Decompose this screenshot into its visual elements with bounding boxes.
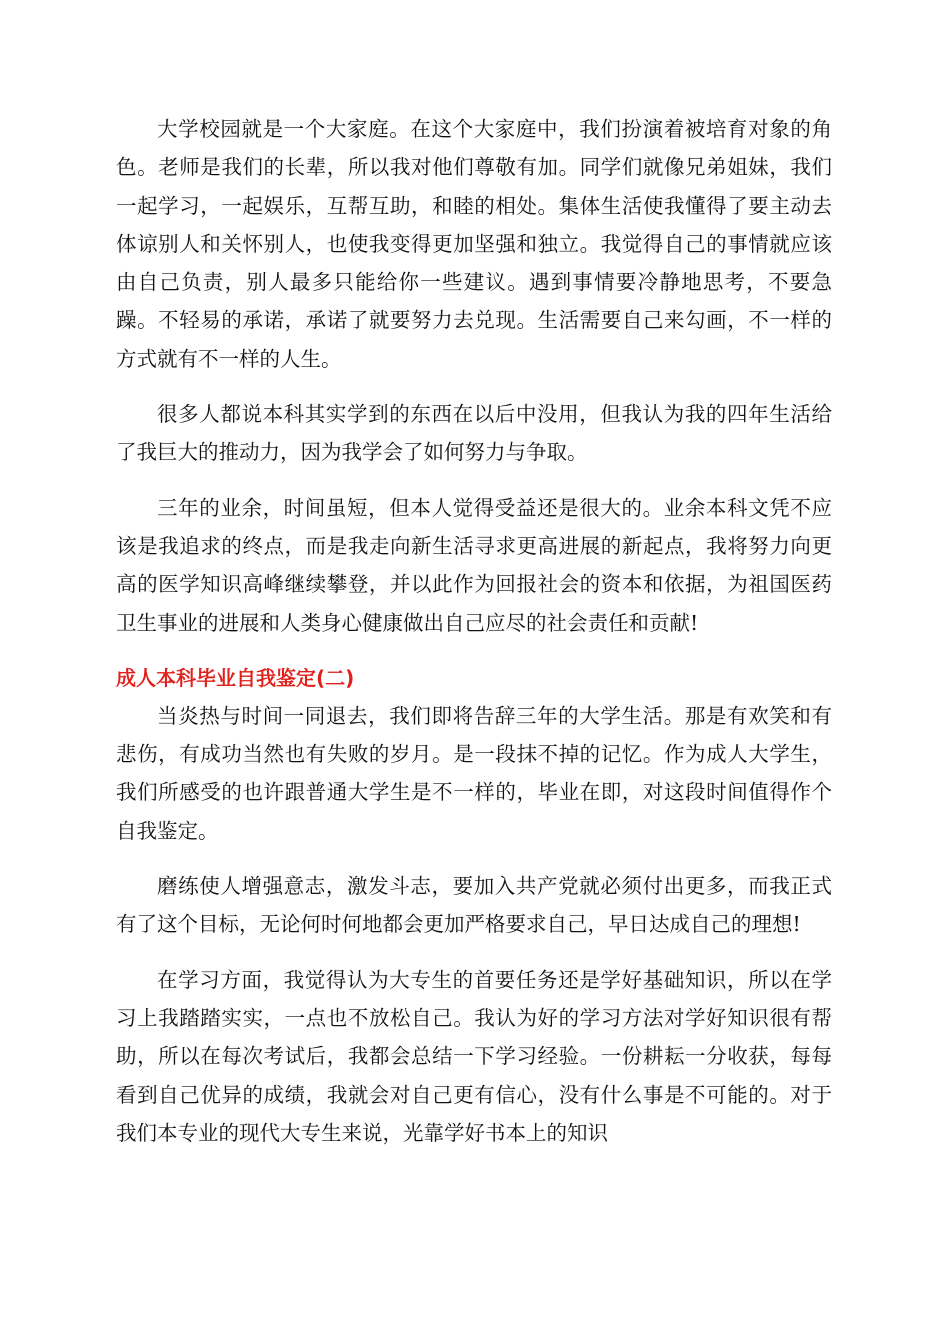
paragraph-spacer	[116, 378, 832, 395]
paragraph-spacer	[116, 850, 832, 867]
paragraph-spacer	[116, 472, 832, 489]
section-heading: 成人本科毕业自我鉴定(二)	[116, 665, 355, 690]
paragraph-motivation: 很多人都说本科其实学到的东西在以后中没用，但我认为我的四年生活给了我巨大的推动力，因为我学会了如何努力与争取。	[116, 402, 832, 465]
document-page	[116, 110, 832, 1152]
paragraph-spacer	[116, 642, 832, 659]
paragraph-farewell: 当炎热与时间一同退去，我们即将告辞三年的大学生活。那是有欢笑和有悲伤，有成功当然也有失败的岁月。是一段抹不掉的记忆。作为成人大学生，我们所感受的也许跟普通大学生是不一样的，毕业在即，对这段时间值得作个自我鉴定。	[116, 703, 832, 843]
paragraph-party-goal: 磨练使人增强意志，激发斗志，要加入共产党就必须付出更多，而我正式有了这个目标，无论何时何地都会更加严格要求自己，早日达成自己的理想!	[116, 874, 832, 937]
paragraph-part-time-study: 三年的业余，时间虽短，但本人觉得受益还是很大的。业余本科文凭不应该是我追求的终点，而是我走向新生活寻求更高进展的新起点，我将努力向更高的医学知识高峰继续攀登，并以此作为回报社会的资本和依据，为祖国医药卫生事业的进展和人类身心健康做出自己应尽的社会责任和贡献!	[116, 495, 832, 635]
paragraph-spacer	[116, 944, 832, 961]
paragraph-campus-family: 大学校园就是一个大家庭。在这个大家庭中，我们扮演着被培育对象的角色。老师是我们的长辈，所以我对他们尊敬有加。同学们就像兄弟姐妹，我们一起学习，一起娱乐，互帮互助，和睦的相处。集体生活使我懂得了要主动去体谅别人和关怀别人，也使我变得更加坚强和独立。我觉得自己的事情就应该由自己负责，别人最多只能给你一些建议。遇到事情要冷静地思考，不要急躁。不轻易的承诺，承诺了就要努力去兑现。生活需要自己来勾画，不一样的方式就有不一样的人生。	[116, 117, 832, 371]
paragraph-study: 在学习方面，我觉得认为大专生的首要任务还是学好基础知识，所以在学习上我踏踏实实，一点也不放松自己。我认为好的学习方法对学好知识很有帮助，所以在每次考试后，我都会总结一下学习经验。一份耕耘一分收获，每每看到自己优异的成绩，我就会对自己更有信心，没有什么事是不可能的。对于我们本专业的现代大专生来说，光靠学好书本上的知识	[116, 967, 832, 1145]
